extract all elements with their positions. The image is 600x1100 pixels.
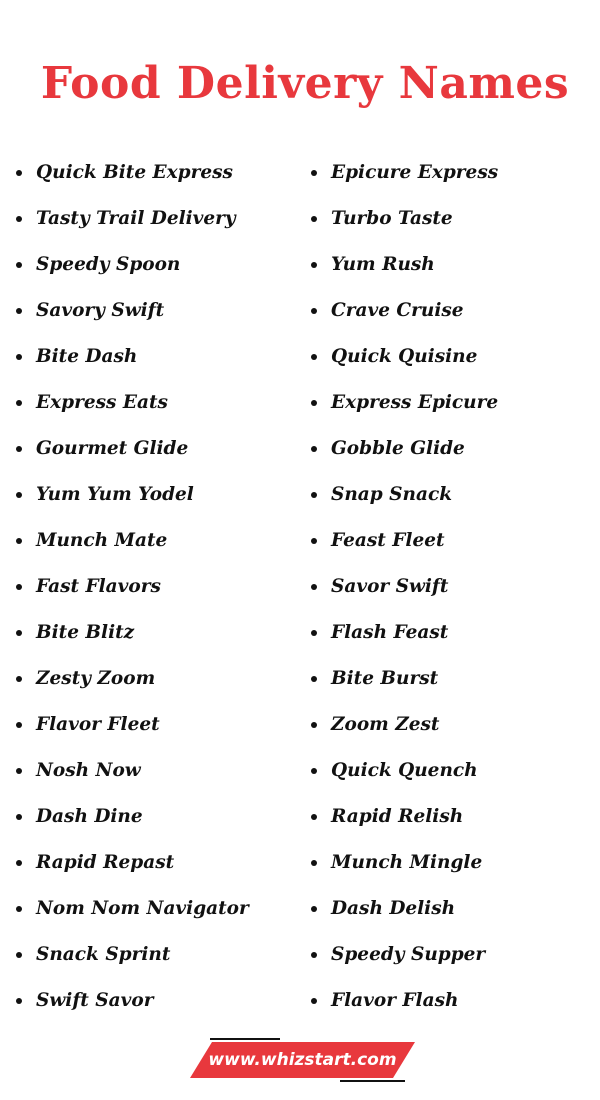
name-label: Savor Swift <box>331 576 449 597</box>
list-item <box>16 886 249 932</box>
list-item <box>311 334 498 380</box>
bullet-icon <box>16 216 22 222</box>
bullet-icon <box>311 814 317 820</box>
list-item <box>16 518 249 564</box>
bullet-icon <box>311 584 317 590</box>
name-label: Rapid Repast <box>36 852 175 873</box>
name-label: Zoom Zest <box>331 714 440 735</box>
list-item <box>16 932 249 978</box>
list-item <box>311 564 498 610</box>
bullet-icon <box>311 400 317 406</box>
bullet-icon <box>311 262 317 268</box>
bullet-icon <box>16 768 22 774</box>
bullet-icon <box>16 170 22 176</box>
bullet-icon <box>16 584 22 590</box>
list-item <box>16 564 249 610</box>
name-label: Flavor Fleet <box>36 714 160 735</box>
name-label: Bite Dash <box>36 346 138 367</box>
bullet-icon <box>16 446 22 452</box>
website-url[interactable]: www.whizstart.com <box>208 1050 397 1070</box>
name-label: Nosh Now <box>36 760 141 781</box>
name-label: Snap Snack <box>331 484 453 505</box>
list-item <box>16 748 249 794</box>
list-item <box>311 932 498 978</box>
bullet-icon <box>311 492 317 498</box>
list-item <box>16 794 249 840</box>
list-item <box>16 380 249 426</box>
bullet-icon <box>16 354 22 360</box>
bullet-icon <box>311 906 317 912</box>
bullet-icon <box>311 952 317 958</box>
bullet-icon <box>16 400 22 406</box>
name-label: Quick Quench <box>331 760 478 781</box>
name-label: Quick Quisine <box>331 346 478 367</box>
list-item <box>16 840 249 886</box>
list-item <box>311 196 498 242</box>
list-item <box>311 288 498 334</box>
bullet-icon <box>16 676 22 682</box>
page-title: Food Delivery Names <box>40 58 570 109</box>
name-label: Express Eats <box>36 392 168 413</box>
name-label: Speedy Spoon <box>36 254 181 275</box>
bullet-icon <box>311 860 317 866</box>
list-item <box>311 242 498 288</box>
bullet-icon <box>16 308 22 314</box>
name-label: Turbo Taste <box>331 208 453 229</box>
list-item <box>16 242 249 288</box>
name-label: Zesty Zoom <box>36 668 156 689</box>
name-label: Gourmet Glide <box>36 438 189 459</box>
bullet-icon <box>311 722 317 728</box>
list-item <box>311 426 498 472</box>
list-item <box>16 288 249 334</box>
list-item <box>311 794 498 840</box>
list-item <box>16 472 249 518</box>
list-item <box>16 426 249 472</box>
list-item <box>16 656 249 702</box>
bullet-icon <box>311 630 317 636</box>
list-item <box>16 196 249 242</box>
bullet-icon <box>16 630 22 636</box>
bullet-icon <box>311 538 317 544</box>
list-item <box>311 886 498 932</box>
name-label: Bite Blitz <box>36 622 135 643</box>
bullet-icon <box>311 216 317 222</box>
name-label: Bite Burst <box>331 668 439 689</box>
list-item <box>311 840 498 886</box>
name-label: Feast Fleet <box>331 530 445 551</box>
website-banner[interactable] <box>190 1038 415 1082</box>
name-label: Speedy Supper <box>331 944 486 965</box>
name-label: Express Epicure <box>331 392 499 413</box>
name-label: Snack Sprint <box>36 944 171 965</box>
list-item <box>16 150 249 196</box>
list-item <box>16 702 249 748</box>
name-label: Munch Mingle <box>331 852 483 873</box>
bullet-icon <box>16 998 22 1004</box>
name-label: Swift Savor <box>36 990 154 1011</box>
name-label: Yum Rush <box>331 254 435 275</box>
list-item <box>311 518 498 564</box>
list-item <box>311 472 498 518</box>
name-label: Flavor Flash <box>331 990 459 1011</box>
name-label: Rapid Relish <box>331 806 464 827</box>
bullet-icon <box>16 860 22 866</box>
list-item <box>311 702 498 748</box>
name-label: Fast Flavors <box>36 576 161 597</box>
bullet-icon <box>16 538 22 544</box>
bullet-icon <box>16 722 22 728</box>
name-label: Dash Dine <box>36 806 143 827</box>
bullet-icon <box>16 952 22 958</box>
bullet-icon <box>311 998 317 1004</box>
bullet-icon <box>311 170 317 176</box>
bullet-icon <box>16 262 22 268</box>
names-list-left <box>16 150 249 1024</box>
list-item <box>311 150 498 196</box>
name-label: Tasty Trail Delivery <box>36 208 236 229</box>
bullet-icon <box>16 906 22 912</box>
list-item <box>311 748 498 794</box>
name-label: Flash Feast <box>331 622 449 643</box>
name-label: Crave Cruise <box>331 300 464 321</box>
list-item <box>16 978 249 1024</box>
bullet-icon <box>16 814 22 820</box>
name-label: Epicure Express <box>331 162 499 183</box>
name-label: Quick Bite Express <box>36 162 233 183</box>
bullet-icon <box>16 492 22 498</box>
list-item <box>311 978 498 1024</box>
list-item <box>311 656 498 702</box>
name-label: Savory Swift <box>36 300 165 321</box>
bullet-icon <box>311 308 317 314</box>
bullet-icon <box>311 354 317 360</box>
list-item <box>311 610 498 656</box>
bullet-icon <box>311 446 317 452</box>
list-item <box>16 334 249 380</box>
bullet-icon <box>311 676 317 682</box>
list-item <box>311 380 498 426</box>
name-label: Gobble Glide <box>331 438 465 459</box>
name-label: Dash Delish <box>331 898 456 919</box>
name-label: Yum Yum Yodel <box>36 484 194 505</box>
names-list-right <box>311 150 498 1024</box>
list-item <box>16 610 249 656</box>
name-label: Nom Nom Navigator <box>36 898 249 919</box>
bullet-icon <box>311 768 317 774</box>
name-label: Munch Mate <box>36 530 168 551</box>
